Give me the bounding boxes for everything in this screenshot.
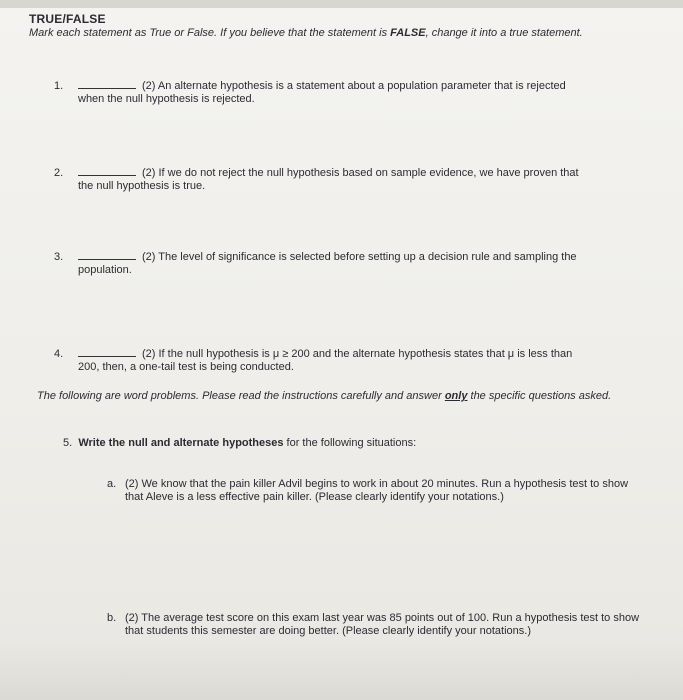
item-number: 3. (54, 251, 64, 263)
item-text: (2) If the null hypothesis is μ ≥ 200 and the alternate hypothesis states that μ is less than (142, 348, 573, 360)
photo-shadow (0, 640, 683, 700)
item-number: 1. (54, 80, 64, 92)
sub-letter: a. (107, 478, 117, 490)
tf-item-4 (54, 346, 654, 374)
item-text-continuation: population. (78, 264, 132, 276)
sub-question-b (107, 612, 647, 638)
item-text: (2) If we do not reject the null hypothesis based on sample evidence, we have proven that (142, 167, 579, 179)
answer-blank[interactable] (78, 346, 136, 357)
sub-letter: b. (107, 612, 117, 624)
sub-text: (2) The average test score on this exam last year was 85 points out of 100. Run a hypothesis test to show that students this semester are doing better. (Please clearly identify your notations.) (125, 612, 640, 637)
item-text-continuation: 200, then, a one-tail test is being conducted. (78, 361, 294, 373)
note-part: The following are word problems. Please read the instructions carefully and answer (37, 390, 445, 402)
tf-item-1 (54, 78, 654, 106)
instructions-bold: FALSE (390, 27, 426, 39)
instructions-part: , change it into a true statement. (425, 27, 583, 39)
item-text-continuation: when the null hypothesis is rejected. (78, 93, 255, 105)
instructions-text (29, 27, 639, 40)
answer-blank[interactable] (78, 165, 136, 176)
tf-item-3 (54, 249, 654, 277)
instructions-part: Mark each statement as True or False. If you believe that the statement is (29, 27, 391, 39)
tf-item-2 (54, 165, 654, 193)
sub-question-a (107, 478, 647, 504)
item-number: 4. (54, 348, 64, 360)
answer-blank[interactable] (78, 249, 136, 260)
word-problems-note (37, 390, 657, 403)
question-5 (63, 437, 416, 449)
sub-text: (2) We know that the pain killer Advil begins to work in about 20 minutes. Run a hypothesis test to show that Aleve is a less effective pain killer. (Please clearly identify your notations.) (125, 478, 629, 503)
question-text: for the following situations: (283, 437, 417, 449)
note-underlined: only (444, 390, 468, 402)
question-bold: Write the null and alternate hypotheses (78, 437, 284, 449)
item-text-continuation: the null hypothesis is true. (78, 180, 206, 192)
note-part: the specific questions asked. (467, 390, 612, 402)
page-top-edge (0, 0, 683, 8)
section-heading: TRUE/FALSE (29, 12, 106, 26)
question-number: 5. (63, 437, 73, 449)
item-text: (2) The level of significance is selected before setting up a decision rule and sampling the (142, 251, 577, 263)
item-number: 2. (54, 167, 64, 179)
answer-blank[interactable] (78, 78, 136, 89)
item-text: (2) An alternate hypothesis is a statement about a population parameter that is rejected (142, 80, 566, 92)
